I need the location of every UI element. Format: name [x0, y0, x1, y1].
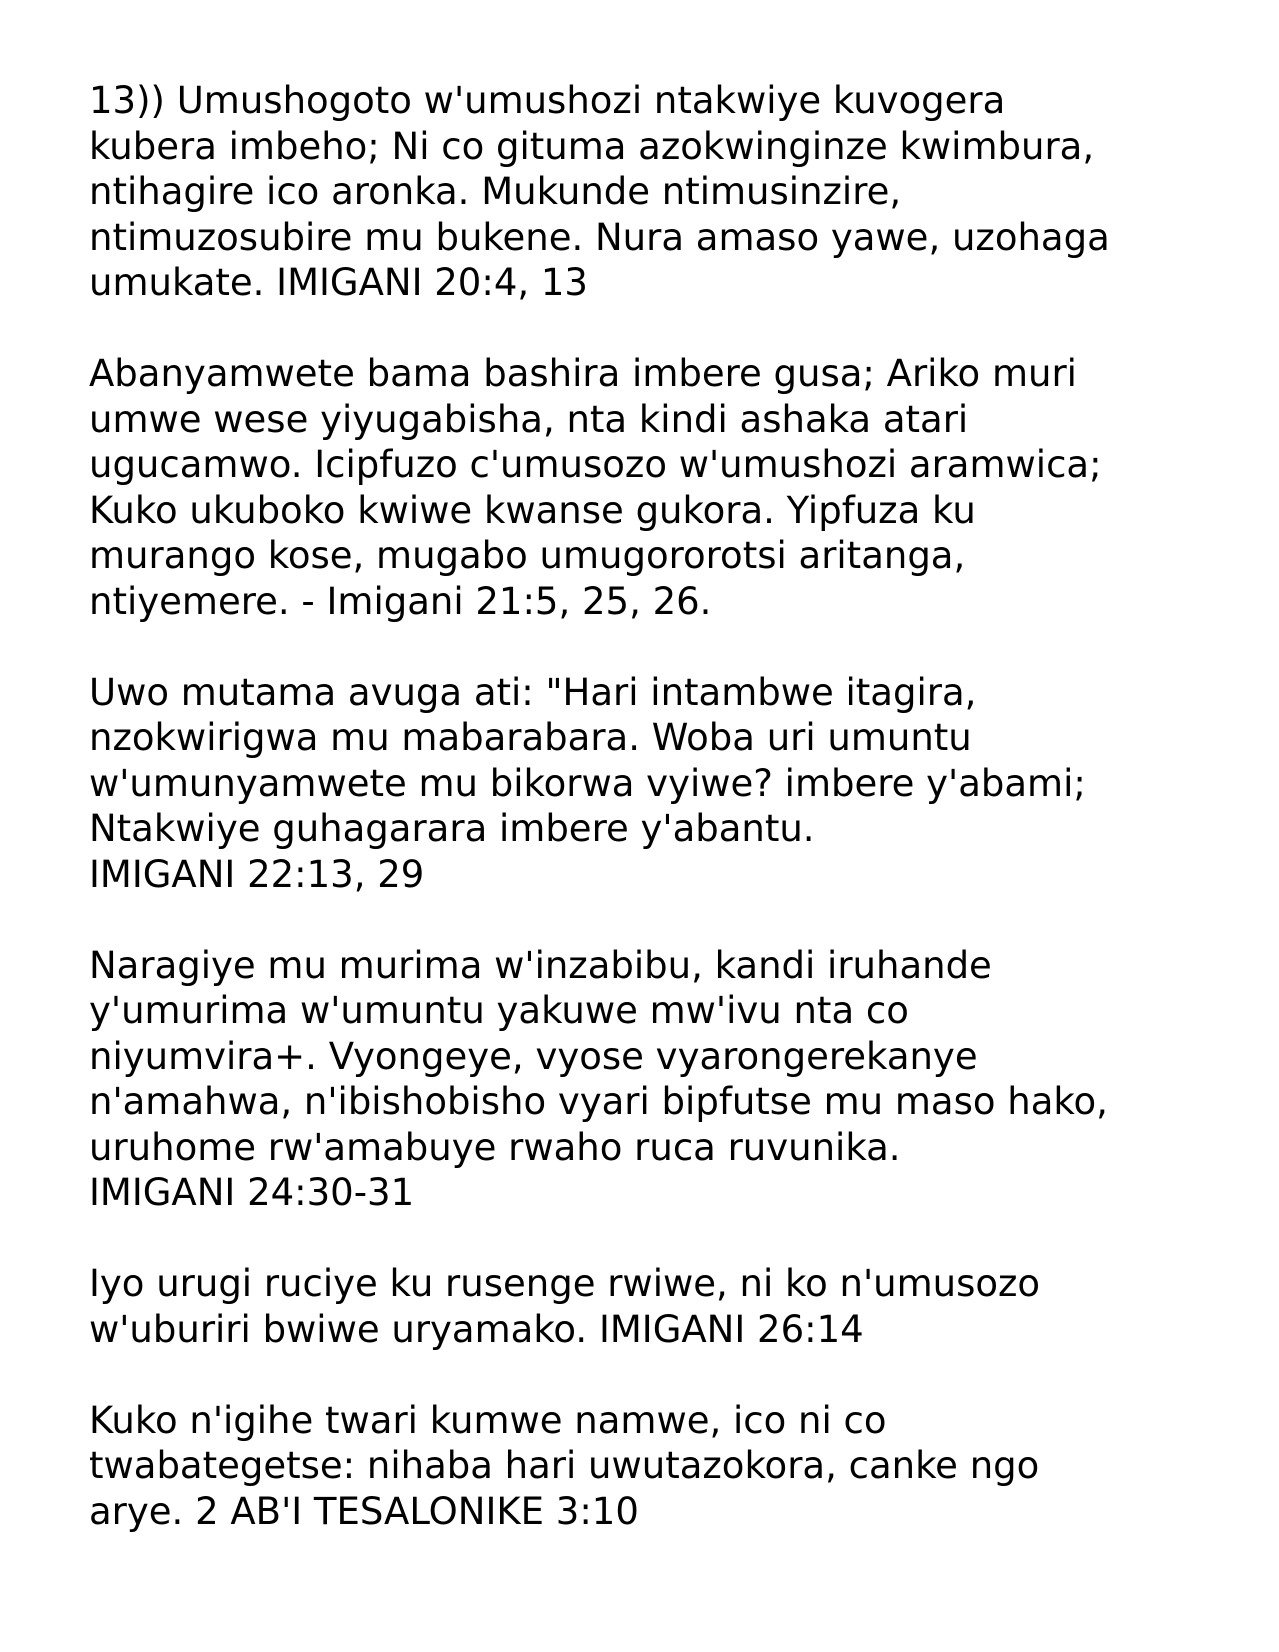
text-line: Ntakwiye guhagarara imbere y'abantu.: [89, 807, 815, 850]
text-line: arye. 2 AB'I TESALONIKE 3:10: [89, 1489, 639, 1533]
text-line: ugucamwo. Icipfuzo c'umusozo w'umushozi aramwica;: [89, 443, 1102, 486]
paragraph-imigani-22: [89, 670, 1209, 898]
text-line: niyumvira+. Vyongeye, vyose vyarongerekanye: [89, 1034, 978, 1078]
text-line: Abanyamwete bama bashira imbere gusa; Ariko muri: [89, 352, 1077, 395]
text-line: kubera imbeho; Ni co gituma azokwinginze kwimbura,: [89, 124, 1095, 168]
text-line: w'umunyamwete mu bikorwa vyiwe? imbere y'abami;: [89, 761, 1086, 805]
paragraph-imigani-24: [89, 943, 1209, 1216]
text-line: nzokwirigwa mu mabarabara. Woba uri umuntu: [89, 716, 972, 759]
text-line: uruhome rw'amabuye rwaho ruca ruvunika.: [89, 1125, 901, 1169]
text-line: Kuko ukuboko kwiwe kwanse gukora. Yipfuza ku: [89, 488, 976, 532]
paragraph-tesalonike: [89, 1398, 1209, 1535]
text-line: Iyo urugi ruciye ku rusenge rwiwe, ni ko n'umusozo: [89, 1262, 1041, 1305]
paragraph-imigani-26: [89, 1261, 1209, 1352]
text-line: twabategetse: nihaba hari uwutazokora, canke ngo: [89, 1444, 1040, 1487]
text-line: Kuko n'igihe twari kumwe namwe, ico ni co: [89, 1398, 887, 1442]
text-line: umukate. IMIGANI 20:4, 13: [89, 261, 588, 304]
text-line: n'amahwa, n'ibishobisho vyari bipfutse mu maso hako,: [89, 1080, 1108, 1123]
text-line: 13)) Umushogoto w'umushozi ntakwiye kuvogera: [89, 79, 1006, 122]
text-line: ntiyemere. - Imigani 21:5, 25, 26.: [89, 579, 712, 623]
text-line: IMIGANI 22:13, 29: [89, 852, 425, 896]
text-line: umwe wese yiyugabisha, nta kindi ashaka atari: [89, 397, 969, 441]
paragraph-imigani-20: [89, 78, 1209, 306]
text-line: y'umurima w'umuntu yakuwe mw'ivu nta co: [89, 989, 909, 1032]
text-line: Naragiye mu murima w'inzabibu, kandi iruhande: [89, 943, 992, 987]
document-page: [89, 78, 1209, 1580]
text-line: ntimuzosubire mu bukene. Nura amaso yawe, uzohaga: [89, 215, 1110, 259]
text-line: Uwo mutama avuga ati: "Hari intambwe itagira,: [89, 670, 977, 714]
text-line: ntihagire ico aronka. Mukunde ntimusinzire,: [89, 170, 902, 213]
text-line: w'uburiri bwiwe uryamako. IMIGANI 26:14: [89, 1307, 864, 1351]
text-line: murango kose, mugabo umugororotsi aritanga,: [89, 534, 966, 577]
paragraph-imigani-21: [89, 351, 1209, 624]
text-line: IMIGANI 24:30-31: [89, 1171, 415, 1214]
